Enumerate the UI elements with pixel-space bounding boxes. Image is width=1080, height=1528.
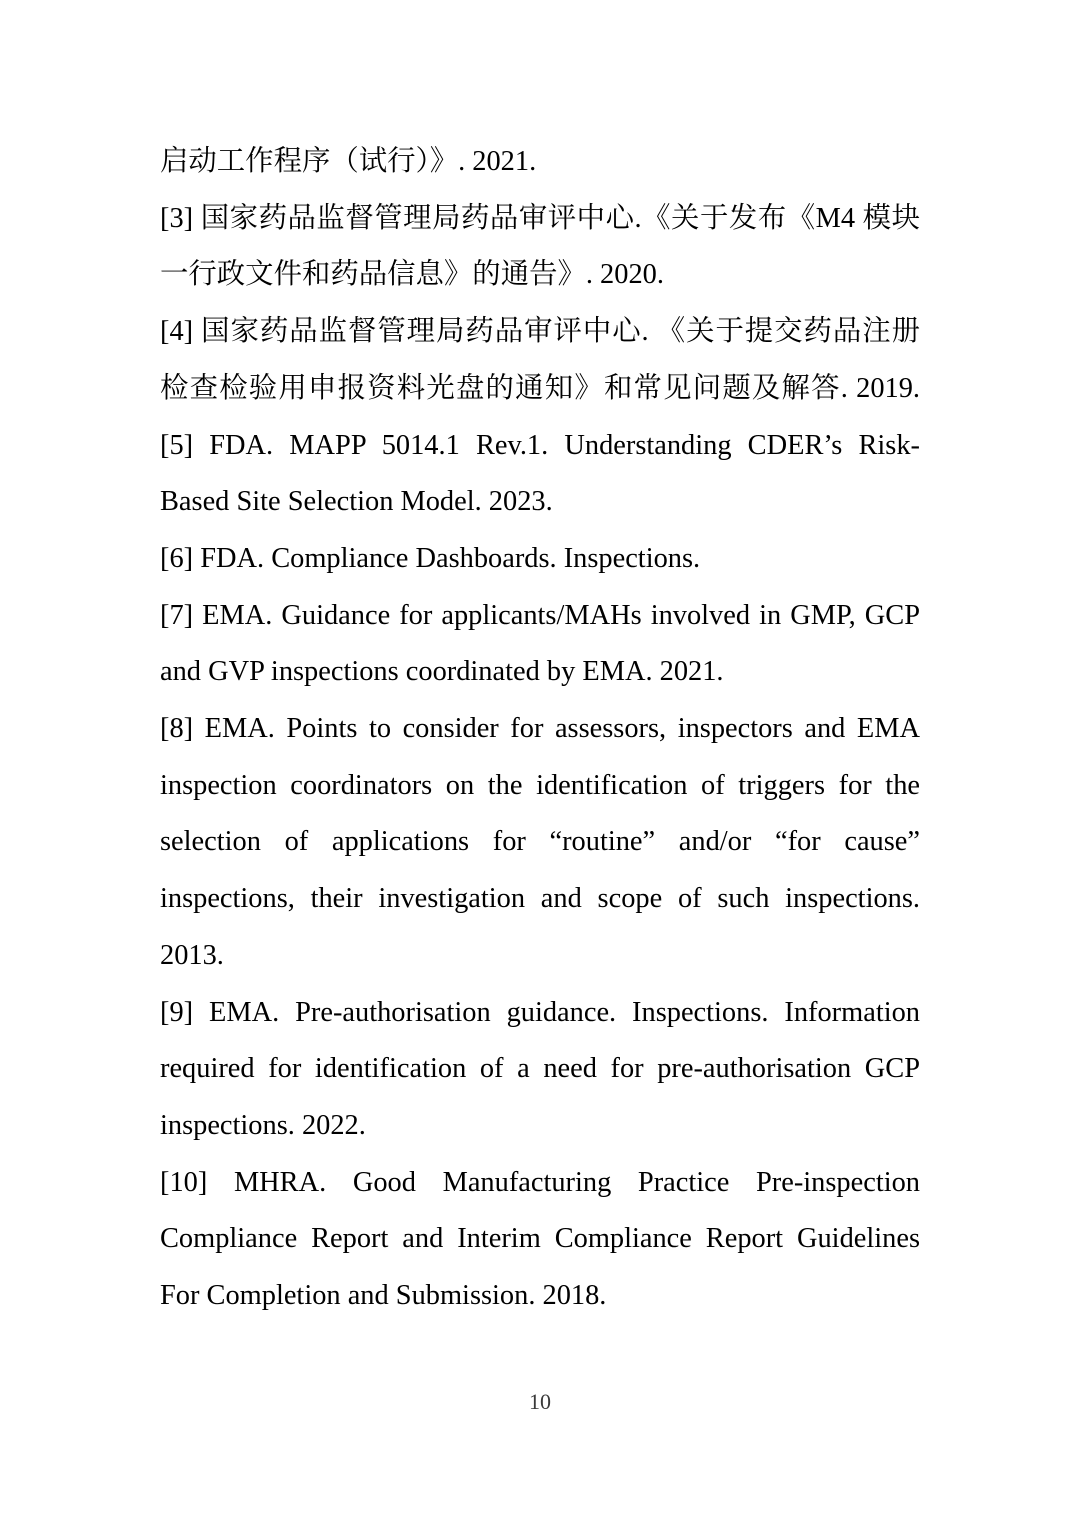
reference-line: inspection coordinators on the identification of triggers for the: [160, 769, 920, 801]
reference-line: selection of applications for “routine” and/or “for cause”: [160, 826, 920, 858]
reference-9: [160, 985, 920, 1155]
reference-line: Based Site Selection Model. 2023.: [160, 486, 553, 518]
reference-7: [160, 588, 920, 701]
reference-line: [3] 国家药品监督管理局药品审评中心.《关于发布《M4 模块: [160, 202, 920, 234]
reference-5: [160, 418, 920, 531]
reference-line: 一行政文件和药品信息》的通告》. 2020.: [160, 259, 664, 291]
reference-6: [160, 531, 920, 588]
reference-line: required for identification of a need for pre-authorisation GCP: [160, 1053, 920, 1085]
reference-line: [10] MHRA. Good Manufacturing Practice Pre-inspection: [160, 1166, 920, 1198]
reference-line: [6] FDA. Compliance Dashboards. Inspections.: [160, 542, 701, 574]
reference-4: [160, 304, 920, 417]
reference-line: Compliance Report and Interim Compliance Report Guidelines: [160, 1223, 920, 1255]
reference-8: [160, 701, 920, 985]
reference-line: [8] EMA. Points to consider for assessors, inspectors and EMA: [160, 713, 920, 745]
reference-line: 2013.: [160, 939, 224, 971]
page-number: 10: [529, 1389, 551, 1414]
reference-line: [9] EMA. Pre-authorisation guidance. Inspections. Information: [160, 996, 920, 1028]
reference-line: [4] 国家药品监督管理局药品审评中心. 《关于提交药品注册: [160, 316, 920, 348]
reference-10: [160, 1155, 920, 1325]
reference-line: inspections, their investigation and scope of such inspections.: [160, 883, 920, 915]
reference-line: inspections. 2022.: [160, 1109, 366, 1141]
references-section: [160, 134, 920, 1325]
reference-line: 检查检验用申报资料光盘的通知》和常见问题及解答. 2019.: [160, 372, 920, 404]
reference-line: [7] EMA. Guidance for applicants/MAHs involved in GMP, GCP: [160, 599, 920, 631]
reference-2-continuation: [160, 134, 920, 191]
reference-line: and GVP inspections coordinated by EMA. 2021.: [160, 656, 724, 688]
reference-line: 启动工作程序（试行）》. 2021.: [160, 146, 537, 177]
reference-line: [5] FDA. MAPP 5014.1 Rev.1. Understanding CDER’s Risk-: [160, 429, 920, 461]
reference-3: [160, 191, 920, 304]
reference-line: For Completion and Submission. 2018.: [160, 1280, 607, 1312]
page-footer: [0, 1389, 1080, 1415]
